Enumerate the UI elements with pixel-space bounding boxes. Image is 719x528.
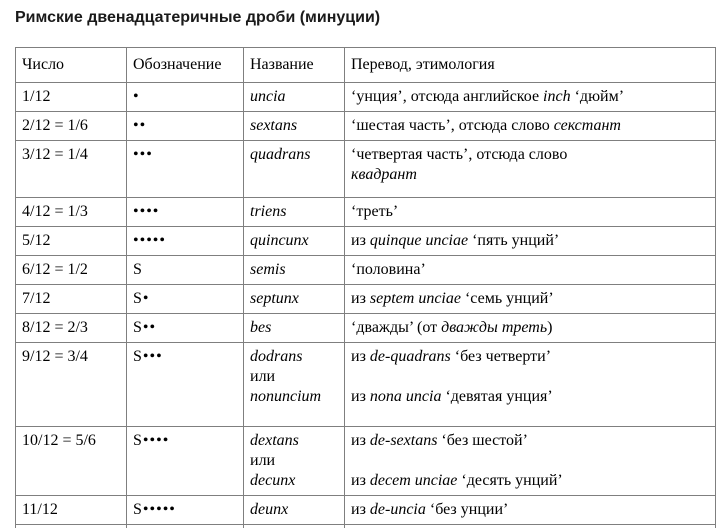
table-body	[16, 83, 716, 528]
text-line	[250, 289, 338, 309]
partial-table-row	[16, 525, 716, 528]
text-line	[351, 145, 709, 165]
cell-translation	[345, 285, 716, 314]
cell-number: 1/12	[16, 83, 127, 112]
cell-name	[244, 83, 345, 112]
table-row	[16, 427, 716, 496]
cell-translation	[345, 496, 716, 525]
cell-number: 3/12 = 1/4	[16, 141, 127, 198]
cell-translation	[345, 141, 716, 198]
text-segment: ‘треть’	[351, 203, 399, 220]
cell-symbol: ••	[127, 112, 244, 141]
italic-segment: triens	[250, 203, 287, 220]
italic-segment: quadrans	[250, 146, 311, 163]
cell-number: 2/12 = 1/6	[16, 112, 127, 141]
italic-segment: septem unciae	[369, 290, 461, 307]
text-segment: ‘без шестой’	[437, 432, 528, 449]
cell-translation	[345, 427, 716, 496]
header-cell: Название	[244, 48, 345, 83]
text-segment: ‘шестая часть’, отсюда слово	[351, 117, 554, 134]
text-line	[250, 87, 338, 107]
text-segment: из	[351, 290, 370, 307]
table-row	[16, 496, 716, 525]
table-row	[16, 83, 716, 112]
text-line	[351, 318, 709, 338]
text-segment: из	[351, 388, 370, 405]
cell-number: 5/12	[16, 227, 127, 256]
cell-name	[244, 285, 345, 314]
text-segment: )	[547, 319, 553, 336]
cell-number: 10/12 = 5/6	[16, 427, 127, 496]
cell-name	[244, 112, 345, 141]
text-segment: или	[250, 452, 276, 469]
italic-segment: septunx	[250, 290, 299, 307]
text-line	[351, 451, 709, 471]
cell-name	[244, 256, 345, 285]
text-line	[351, 202, 709, 222]
text-line	[250, 471, 338, 491]
text-line	[351, 260, 709, 280]
text-line	[351, 87, 709, 107]
text-line	[250, 500, 338, 520]
text-line	[351, 500, 709, 520]
cell-number: 8/12 = 2/3	[16, 314, 127, 343]
table-row	[16, 314, 716, 343]
cell-translation	[345, 112, 716, 141]
italic-segment: quinque unciae	[369, 232, 469, 249]
cell-number: 6/12 = 1/2	[16, 256, 127, 285]
partial-cell	[345, 525, 716, 528]
cell-name	[244, 198, 345, 227]
italic-segment: дважды треть	[441, 319, 548, 336]
text-segment: ‘без четверти’	[450, 348, 552, 365]
text-segment: ‘дюйм’	[570, 88, 625, 105]
italic-segment: nona uncia	[369, 388, 442, 405]
text-line	[351, 231, 709, 251]
italic-segment: квадрант	[351, 166, 417, 183]
cell-name	[244, 314, 345, 343]
italic-segment: quincunx	[250, 232, 309, 249]
cell-number: 11/12	[16, 496, 127, 525]
italic-segment: decem unciae	[369, 472, 458, 489]
text-line	[250, 116, 338, 136]
text-segment: из	[351, 232, 370, 249]
text-segment: ‘семь унций’	[460, 290, 554, 307]
text-segment: из	[351, 432, 370, 449]
text-segment: ‘унция’, отсюда английское	[351, 88, 544, 105]
header-cell: Перевод, этимология	[345, 48, 716, 83]
italic-segment: bes	[250, 319, 272, 336]
cell-symbol: S•••••	[127, 496, 244, 525]
table-header-row	[16, 48, 716, 83]
text-segment: ‘половина’	[351, 261, 426, 278]
cell-symbol: S	[127, 256, 244, 285]
text-segment: ‘дважды’ (от	[351, 319, 442, 336]
cell-symbol: S•	[127, 285, 244, 314]
text-line	[250, 431, 338, 451]
cell-name	[244, 227, 345, 256]
text-line	[250, 387, 338, 407]
text-line	[351, 347, 709, 367]
text-line	[250, 347, 338, 367]
cell-translation	[345, 83, 716, 112]
table-row	[16, 343, 716, 427]
text-line	[351, 431, 709, 451]
italic-segment: nonuncium	[250, 388, 322, 405]
italic-segment: de-sextans	[369, 432, 438, 449]
italic-segment: de-uncia	[369, 501, 426, 518]
text-segment: из	[351, 348, 370, 365]
text-line	[250, 367, 338, 387]
cell-translation	[345, 198, 716, 227]
text-line	[351, 367, 709, 387]
page-title: Римские двенадцатеричные дроби (минуции)	[15, 9, 381, 26]
italic-segment: deunx	[250, 501, 289, 518]
italic-segment: semis	[250, 261, 286, 278]
cell-symbol: S•••	[127, 343, 244, 427]
text-segment: ‘пять унций’	[468, 232, 560, 249]
cell-name	[244, 141, 345, 198]
cell-symbol: S••	[127, 314, 244, 343]
text-segment: ‘четвертая часть’, отсюда слово	[351, 146, 568, 163]
text-line	[250, 231, 338, 251]
table-row	[16, 112, 716, 141]
text-line	[351, 116, 709, 136]
cell-symbol: •	[127, 83, 244, 112]
italic-segment: dextans	[250, 432, 299, 449]
text-line	[250, 202, 338, 222]
cell-number: 7/12	[16, 285, 127, 314]
text-segment: из	[351, 501, 370, 518]
text-line	[351, 289, 709, 309]
header-cell: Число	[16, 48, 127, 83]
text-segment: ‘десять унций’	[457, 472, 563, 489]
italic-segment: de-quadrans	[369, 348, 451, 365]
cell-symbol: •••••	[127, 227, 244, 256]
cell-name	[244, 427, 345, 496]
table-row	[16, 141, 716, 198]
text-line	[250, 451, 338, 471]
text-line	[351, 165, 709, 185]
partial-cell	[16, 525, 127, 528]
cell-translation	[345, 314, 716, 343]
text-segment: из	[351, 472, 370, 489]
text-line	[250, 145, 338, 165]
cell-name	[244, 343, 345, 427]
italic-segment: sextans	[250, 117, 298, 134]
italic-segment: uncia	[250, 88, 286, 105]
cell-name	[244, 496, 345, 525]
text-line	[250, 318, 338, 338]
table-row	[16, 198, 716, 227]
text-segment: ‘без унции’	[425, 501, 509, 518]
text-line	[351, 471, 709, 491]
text-line	[351, 387, 709, 407]
text-segment: или	[250, 368, 276, 385]
partial-cell	[244, 525, 345, 528]
cell-translation	[345, 256, 716, 285]
table-head	[16, 48, 716, 83]
italic-segment: секстант	[553, 117, 621, 134]
partial-cell	[127, 525, 244, 528]
italic-segment: decunx	[250, 472, 296, 489]
table-row	[16, 227, 716, 256]
cell-translation	[345, 227, 716, 256]
table-row	[16, 285, 716, 314]
roman-fractions-table	[15, 47, 716, 528]
cell-symbol: ••••	[127, 198, 244, 227]
cell-symbol: •••	[127, 141, 244, 198]
cell-symbol: S••••	[127, 427, 244, 496]
cell-number: 9/12 = 3/4	[16, 343, 127, 427]
italic-segment: dodrans	[250, 348, 303, 365]
text-segment: ‘девятая унция’	[441, 388, 553, 405]
header-cell: Обозначение	[127, 48, 244, 83]
cell-number: 4/12 = 1/3	[16, 198, 127, 227]
text-line	[250, 260, 338, 280]
cell-translation	[345, 343, 716, 427]
table-row	[16, 256, 716, 285]
italic-segment: inch	[543, 88, 571, 105]
